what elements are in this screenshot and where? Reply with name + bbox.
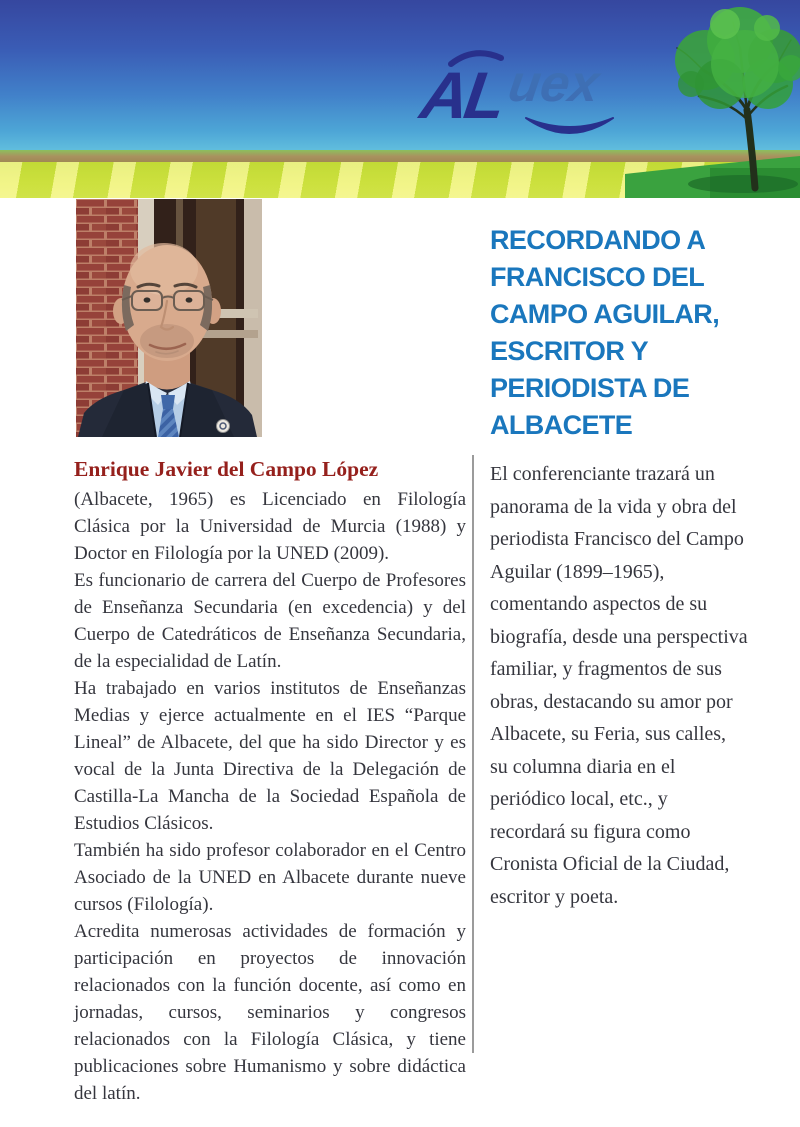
bio-paragraph: (Albacete, 1965) es Licenciado en Filología Clásica por la Universidad de Murcia (1988) y Doctor en Filología por la UNED (2009).: [74, 489, 466, 564]
logo-text-uex: uex: [504, 55, 603, 113]
column-divider: [472, 455, 474, 1053]
event-title-line: ALBACETE: [490, 410, 633, 440]
speaker-bio-column: [74, 456, 466, 1107]
aluex-logo: [418, 34, 638, 149]
tree-canopy: [675, 7, 800, 109]
event-title-line: ESCRITOR Y: [490, 336, 649, 366]
logo-smile-icon: [522, 114, 617, 140]
speaker-name: Enrique Javier del Campo López: [74, 457, 379, 481]
lapel-pin: [217, 420, 230, 433]
tree-illustration: [625, 0, 800, 198]
bio-paragraph: También ha sido profesor colaborador en el Centro Asociado de la UNED en Albacete durante nueve cursos (Filología).: [74, 840, 466, 915]
event-title-line: FRANCISCO DEL: [490, 262, 705, 292]
event-title-line: PERIODISTA DE: [490, 373, 690, 403]
tree-shadow: [688, 175, 798, 193]
header-banner: [0, 0, 800, 198]
event-title: [490, 222, 730, 444]
speaker-portrait-photo: [76, 199, 262, 437]
event-title-line: RECORDANDO A: [490, 225, 706, 255]
bio-paragraph: Ha trabajado en varios institutos de Enseñanzas Medias y ejerce actualmente en el IES “Parque Lineal” de Albacete, del que ha sido Director y es vocal de la Junta Directiva de la Delegación de Castilla-La Mancha de la Sociedad Española de Estudios Clásicos.: [74, 678, 466, 834]
talk-paragraph: El conferenciante trazará un panorama de la vida y obra del periodista Francisco del Campo Aguilar (1899–1965), comentando aspectos de su biografía, desde una perspectiva familiar, y fragmentos de sus obras, destacando su amor por Albacete, su Feria, sus calles, su columna diaria en el periódico local, etc., y recordará su figura como Cronista Oficial de la Ciudad, escritor y poeta.: [490, 463, 748, 908]
logo-text-al: AL: [416, 58, 507, 132]
talk-description-column: [490, 458, 748, 913]
bio-paragraph: Acredita numerosas actividades de formación y participación en proyectos de innovación relacionados con la función docente, así como en jornadas, cursos, seminarios y congresos relacionados con la Filología Clásica, y tiene publicaciones sobre Humanismo y sobre didáctica del latín.: [74, 921, 466, 1104]
event-title-line: CAMPO AGUILAR,: [490, 299, 720, 329]
bio-paragraph: Es funcionario de carrera del Cuerpo de Profesores de Enseñanza Secundaria (en excedencia) y del Cuerpo de Catedráticos de Enseñanza Secundaria, de la especialidad de Latín.: [74, 570, 466, 672]
